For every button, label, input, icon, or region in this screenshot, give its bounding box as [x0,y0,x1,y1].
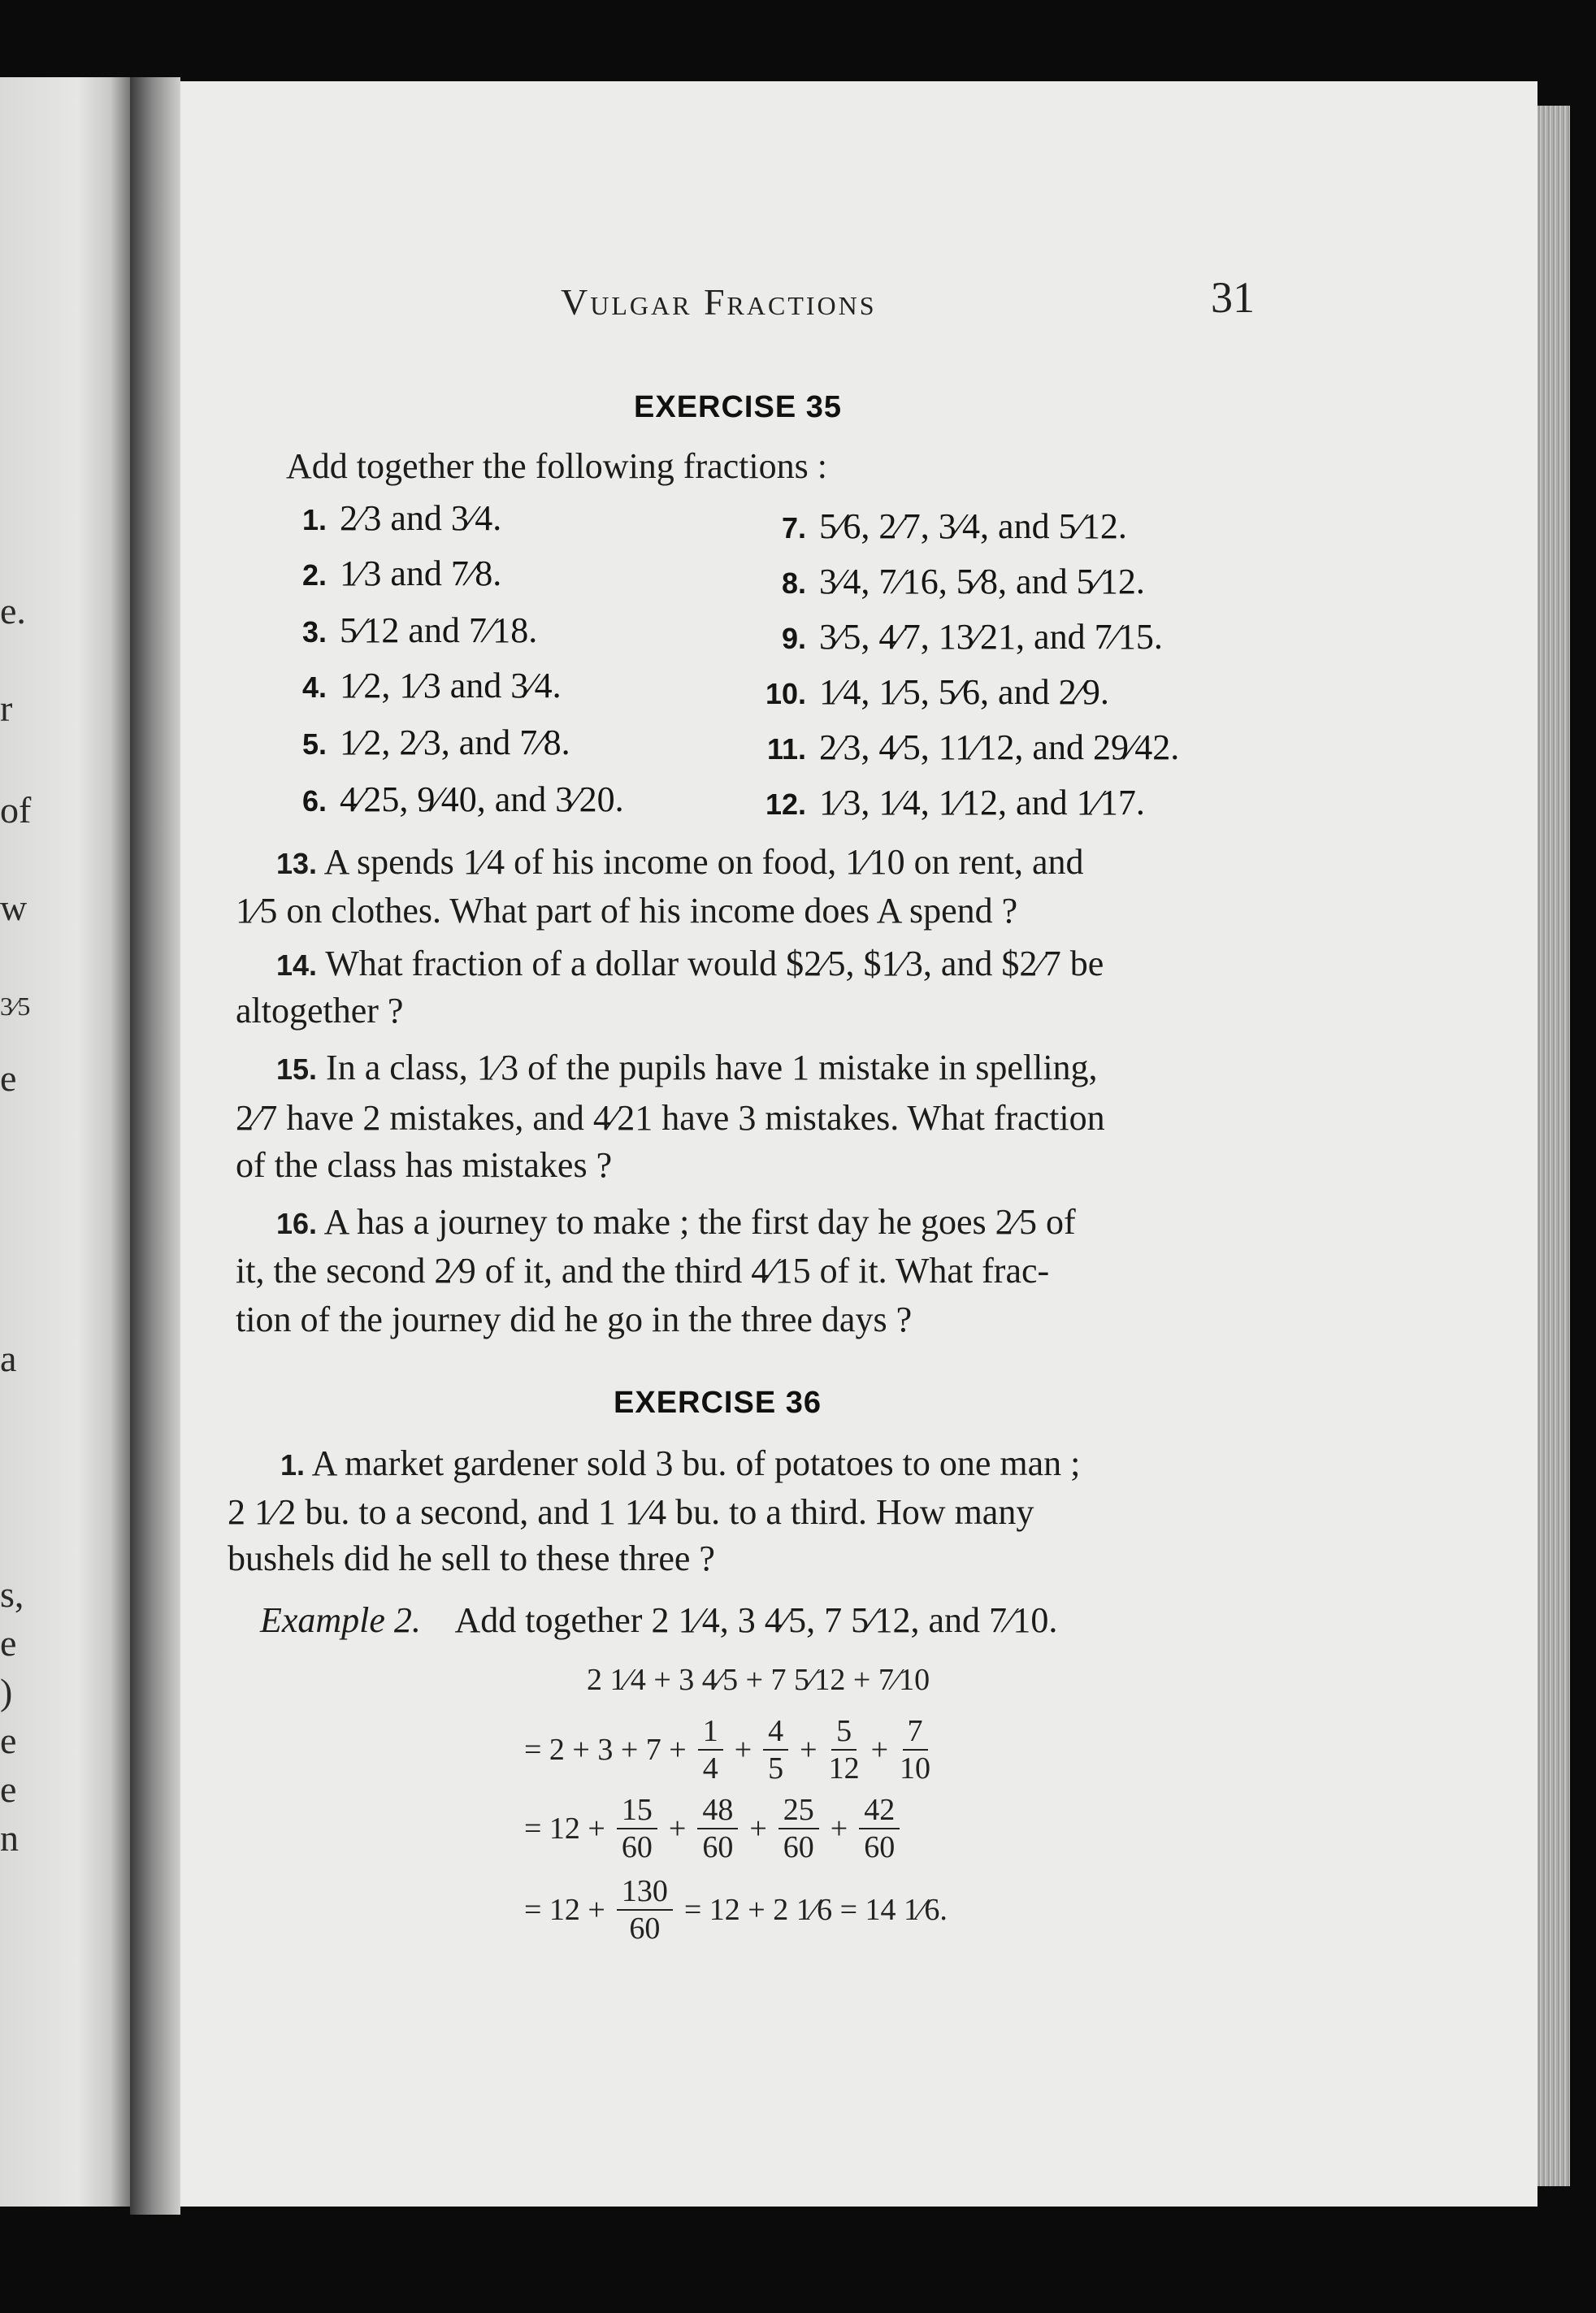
item-text: 4⁄25, 9⁄40, and 3⁄20. [340,779,624,819]
list-item [756,671,1109,713]
denominator: 12 [828,1751,860,1786]
fraction [698,1713,723,1786]
question-text: A spends 1⁄4 of his income on food, 1⁄10 on rent, and [323,842,1084,882]
question-number: 1. [280,1448,306,1482]
question-text: In a class, 1⁄3 of the pupils have 1 mistake in spelling, [326,1048,1098,1087]
facing-page-fragment: ) [0,1671,13,1712]
example-text: Add together 2 1⁄4, 3 4⁄5, 7 5⁄12, and 7⁄10. [454,1600,1058,1640]
question-16-cont: tion of the journey did he go in the three days ? [236,1300,913,1339]
item-number: 7. [781,511,806,545]
numerator: 15 [617,1792,657,1829]
item-text: 1⁄2, 2⁄3, and 7⁄8. [340,723,570,762]
question-number: 15. [276,1052,318,1086]
list-item [756,782,1145,823]
question-1-cont: bushels did he sell to these three ? [228,1538,715,1578]
plus-sign: + [749,1812,767,1846]
fraction [617,1792,657,1865]
facing-page-fragment: e. [0,590,26,631]
list-item [276,779,624,820]
math-line-4 [524,1873,948,1946]
facing-page-fragment: e [0,1057,17,1099]
item-number: 3. [301,615,327,649]
item-text: 3⁄4, 7⁄16, 5⁄8, and 5⁄12. [819,562,1145,601]
question-13 [276,841,1084,883]
item-number: 5. [301,727,327,761]
exercise-35-instruction: Add together the following fractions : [286,446,827,486]
item-text: 2⁄3 and 3⁄4. [340,498,502,538]
facing-page-fragment: of [0,789,32,831]
list-item [756,506,1127,547]
facing-page-fragment: a [0,1338,17,1379]
item-text: 1⁄3, 1⁄4, 1⁄12, and 1⁄17. [819,783,1145,822]
running-head: Vulgar Fractions [561,281,877,323]
math-lead: = 12 + [524,1812,605,1846]
numerator: 48 [697,1792,738,1829]
math-line-1: 2 1⁄4 + 3 4⁄5 + 7 5⁄12 + 7⁄10 [587,1663,930,1697]
facing-page-fragment: r [0,688,13,729]
page-number: 31 [1211,273,1255,322]
item-number: 10. [765,677,806,710]
numerator: 42 [859,1792,900,1829]
fraction [859,1792,900,1865]
facing-page-fragment: s, [0,1573,24,1615]
fraction [778,1792,819,1865]
facing-page-fragment: w [0,887,28,928]
question-15-cont: of the class has mistakes ? [236,1145,613,1185]
question-number: 14. [276,948,318,982]
numerator: 130 [617,1873,673,1911]
denominator: 5 [768,1751,784,1786]
exercise-35-title: EXERCISE 35 [634,390,842,424]
item-number: 1. [301,503,327,536]
item-text: 3⁄5, 4⁄7, 13⁄21, and 7⁄15. [819,617,1163,657]
fraction [900,1713,930,1786]
question-number: 16. [276,1207,318,1240]
item-text: 2⁄3, 4⁄5, 11⁄12, and 29⁄42. [819,727,1180,767]
denominator: 60 [702,1830,734,1864]
question-text: A market gardener sold 3 bu. of potatoes to one man ; [311,1443,1081,1483]
facing-page-fragment: e [0,1768,17,1810]
item-text: 5⁄6, 2⁄7, 3⁄4, and 5⁄12. [819,506,1127,546]
math-tail: = 12 + 2 1⁄6 = 14 1⁄6. [683,1893,948,1927]
fraction [829,1713,860,1786]
item-number: 12. [765,788,806,821]
plus-sign: + [668,1812,687,1846]
numerator: 5 [831,1713,857,1751]
math-line-3 [524,1792,900,1865]
facing-page-fragment: n [0,1817,19,1859]
list-item [276,722,570,763]
item-number: 11. [766,732,806,766]
question-15 [276,1047,1098,1088]
denominator: 4 [702,1751,718,1786]
question-13-cont: 1⁄5 on clothes. What part of his income does A spend ? [236,891,1018,931]
numerator: 1 [698,1713,723,1751]
denominator: 60 [864,1830,896,1864]
facing-page-fragment: e [0,1720,17,1761]
item-number: 4. [301,670,327,704]
item-number: 2. [301,558,327,592]
item-number: 8. [781,566,806,600]
list-item [276,610,537,651]
item-text: 1⁄3 and 7⁄8. [340,553,502,593]
item-text: 1⁄4, 1⁄5, 5⁄6, and 2⁄9. [819,672,1109,712]
question-16 [276,1201,1076,1243]
question-14 [276,943,1104,984]
question-number: 13. [276,847,318,880]
question-14-cont: altogether ? [236,991,404,1031]
plus-sign: + [734,1733,752,1767]
example-2 [260,1599,1057,1641]
question-16-cont: it, the second 2⁄9 of it, and the third 4⁄15 of it. What frac- [236,1251,1050,1291]
exercise-36-title: EXERCISE 36 [614,1386,822,1420]
plus-sign: + [800,1733,818,1767]
question-1-cont: 2 1⁄2 bu. to a second, and 1 1⁄4 bu. to a third. How many [228,1492,1034,1532]
item-number: 6. [301,784,327,818]
plus-sign: + [830,1812,848,1846]
list-item [276,553,501,594]
item-text: 5⁄12 and 7⁄18. [340,610,538,650]
list-item [276,497,501,539]
book-gutter [130,77,180,2215]
fraction [617,1873,673,1946]
page-edge [1537,106,1570,2186]
facing-page-fragment: 3⁄5 [0,992,31,1021]
facing-page-fragment: e [0,1622,17,1664]
list-item [756,727,1179,768]
denominator: 60 [629,1912,661,1946]
plus-sign: + [870,1733,889,1767]
fraction [763,1713,788,1786]
denominator: 10 [900,1751,931,1786]
question-text: A has a journey to make ; the first day he goes 2⁄5 of [323,1202,1076,1242]
list-item [276,665,562,706]
question-1 [280,1443,1080,1484]
math-line-2 [524,1713,930,1786]
numerator: 4 [763,1713,788,1751]
math-lead: = 12 + [524,1893,605,1927]
list-item [756,616,1163,657]
denominator: 60 [621,1830,653,1864]
numerator: 7 [903,1713,928,1751]
question-text: What fraction of a dollar would $2⁄5, $1⁄3, and $2⁄7 be [325,944,1104,983]
item-number: 9. [781,622,806,655]
facing-page [0,77,130,2207]
example-label: Example 2. [260,1600,421,1640]
numerator: 25 [778,1792,819,1829]
fraction [697,1792,738,1865]
denominator: 60 [783,1830,814,1864]
question-15-cont: 2⁄7 have 2 mistakes, and 4⁄21 have 3 mistakes. What fraction [236,1098,1105,1138]
list-item [756,561,1145,602]
item-text: 1⁄2, 1⁄3 and 3⁄4. [340,666,562,705]
math-lead: = 2 + 3 + 7 + [524,1733,687,1767]
